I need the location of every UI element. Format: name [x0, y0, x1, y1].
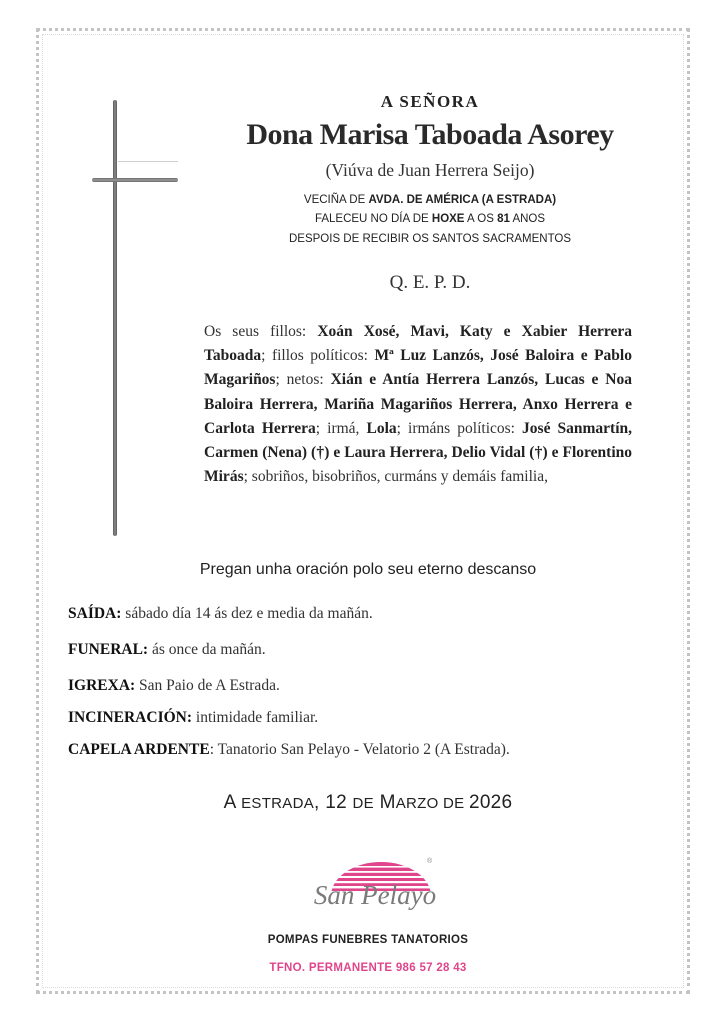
wake-label: CAPELA ARDENTE: [68, 741, 210, 758]
children-names: Xoán Xosé, Mavi, Katy e Xabier Herrera Taboada: [204, 323, 632, 365]
date-part: DE: [438, 795, 469, 812]
phone-number: TFNO. PERMANENTE 986 57 28 43: [269, 962, 467, 974]
residence-value: AVDA. DE AMÉRICA (A ESTRADA): [368, 194, 557, 206]
cremation-line: [68, 709, 668, 727]
departure-value: sábado día 14 ás dez e media da mañán.: [121, 605, 373, 622]
church-line: [68, 677, 668, 695]
wake-value: : Tanatorio San Pelayo - Velatorio 2 (A Estrada).: [209, 741, 510, 758]
date-day: , 12: [314, 792, 353, 813]
wake-line: [68, 741, 668, 759]
date-part: A: [223, 792, 236, 813]
registered-mark: ®: [427, 858, 433, 865]
death-label: FALECEU NO DÍA DE: [314, 213, 432, 225]
funeral-line: [68, 641, 668, 659]
cross-icon-arm: [92, 178, 178, 182]
departure-label: SAÍDA:: [68, 605, 122, 622]
date-part: M: [379, 792, 396, 813]
other-family: ; sobriños, bisobriños, curmáns y demáis familia,: [243, 468, 548, 486]
death-day: HOXE: [431, 213, 465, 225]
sister-label: ; irmá,: [315, 419, 367, 437]
widow-line: (Viúva de Juan Herrera Seijo): [325, 160, 535, 180]
date-line: [100, 792, 636, 814]
qepd: Q. E. P. D.: [389, 272, 471, 293]
cremation-value: intimidade familiar.: [192, 709, 319, 726]
siblings-in-law-label: ; irmáns políticos:: [396, 419, 523, 437]
grandchildren-names: Xián e Antía Herrera Lanzós, Lucas e Noa Baloira Herrera, Mariña Magariños Herrera, Anxo Herrera e Carlota Herrera: [204, 371, 632, 437]
children-label: Os seus fillos:: [204, 323, 318, 340]
departure-line: [68, 605, 668, 623]
age-unit: ANOS: [509, 213, 546, 225]
age-label: A OS: [464, 213, 498, 225]
church-value: San Paio de A Estrada.: [135, 677, 280, 694]
date-year: 2026: [468, 792, 513, 813]
prayer-line: Pregan unha oración polo seu eterno descanso: [199, 561, 537, 578]
company-name: POMPAS FUNEBRES TANATORIOS: [267, 934, 469, 946]
church-label: IGREXA:: [68, 677, 136, 694]
sacraments-line: DESPOIS DE RECIBIR OS SANTOS SACRAMENTOS: [288, 233, 572, 245]
in-laws-names: Mª Luz Lanzós, José Baloira e Pablo Magariños: [204, 347, 632, 389]
cross-icon: [113, 100, 117, 536]
date-part: ARZO: [395, 795, 439, 812]
residence-line: [230, 194, 630, 206]
date-part: DE: [352, 795, 374, 812]
funeral-label: FUNERAL:: [68, 641, 149, 658]
age-value: 81: [497, 213, 510, 225]
family-paragraph: [204, 320, 632, 489]
sister-name: Lola: [366, 419, 397, 437]
death-line: [230, 213, 630, 225]
date-part: ESTRADA: [241, 795, 315, 812]
residence-label: VECIÑA DE: [303, 194, 369, 206]
cremation-label: INCINERACIÓN:: [68, 709, 193, 726]
notice-title: A SEÑORA: [380, 92, 480, 111]
funeral-value: ás once da mañán.: [148, 641, 266, 658]
deceased-name: Dona Marisa Taboada Asorey: [246, 118, 614, 151]
grandchildren-label: ; netos:: [275, 371, 331, 389]
siblings-in-law-names: José Sanmartín, Carmen (Nena) (†) e Laura Herrera, Delio Vidal (†) e Florentino Mirás: [204, 419, 632, 486]
cross-shadow: [118, 161, 178, 162]
in-laws-label: ; fillos políticos:: [261, 347, 375, 365]
logo-text: San Pelayo: [313, 880, 437, 910]
